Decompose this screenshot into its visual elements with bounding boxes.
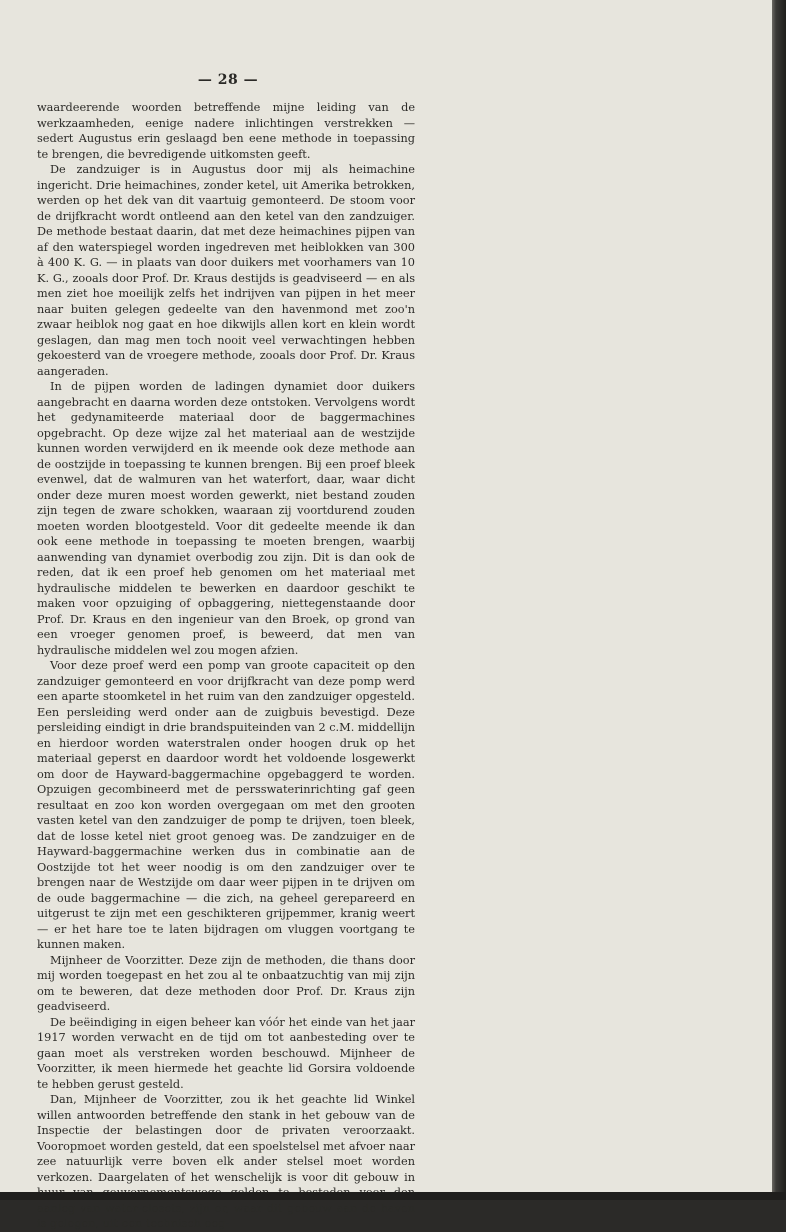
paragraph-7: Dan, Mijnheer de Voorzitter, zou ik het geachte lid Winkel willen antwoorden betreffende den stank in het gebouw van de Inspectie der belastingen door de privaten veroorzaakt. Vooropmoet worden gesteld, dat een spoelstelsel met afvoer naar zee natuurlijk verre boven elk ander stelsel moet worden verkozen. Daargelaten of het wenschelijk is voor dit gebouw in aanleg van water-closets, zijn er, waar dit gebouw aan de haven is gelegen, uit een technisch oog- [37, 1093, 415, 1230]
paragraph-5: Mijnheer de Voorzitter. Deze zijn de methoden, die thans door mij worden toegepast en het zou al te onbaatzuchtig van mij zijn om te beweren, dat deze methoden door Prof. Dr. Kraus zijn geadviseerd. [37, 953, 415, 1013]
body-text [37, 100, 415, 1232]
paragraph-4: Voor deze proef werd een pomp van groote capaciteit op den zandzuiger gemonteerd en voor drijfkracht van deze pomp werd een aparte stoomketel in het ruim van den zandzuiger opgesteld. Een persleiding werd onder aan de zuigbuis bevestigd. Deze persleiding eindigt in drie brandspuiteinden van 2 c.M. middellijn en hierdoor worden waterstralen onder hoogen druk op het materiaal geperst en daardoor wordt het voldoende losgewerkt om door de Hayward-baggermachine opgebaggerd te worden. Opzuigen gecombineerd met de persswaterinrichting gaf geen resultaat en zoo kon worden overgegaan om met den grooten vasten ketel van den zandzuiger de pomp te drijven, toen bleek, dat de losse ketel niet groot genoeg was. De zandzuiger en de Hayward-baggermachine werken dus in combinatie aan de Oostzijde tot het weer noodig is om den zandzuiger over te brengen naar de Westzijde om daar weer pijpen in te drijven om de oude baggermachine — die zich, na geheel gerepareerd en uitgerust te zijn met een geschikteren grijpemmer, kranig weert — er het hare toe te laten bijdragen om vluggen voortgang te kunnen maken. [37, 659, 415, 951]
paragraph-1: waardeerende woorden betreffende mijne leiding van de werkzaamheden, eenige nadere inlichtingen verstrekken — sedert Augustus erin geslaagd ben eene methode in toepassing te brengen, die bevredigende uitkomsten geeft. [37, 101, 415, 161]
paragraph-3: In de pijpen worden de ladingen dynamiet door duikers aangebracht en daarna worden deze ontstoken. Vervolgens wordt het gedynamiteerde materiaal door de baggermachines opgebracht. Op deze wijze zal het materiaal aan de westzijde kunnen worden verwijderd en ik meende ook deze methode aan de oostzijde in toepassing te kunnen brengen. Bij een proef bleek evenwel, dat de walmuren van het waterfort, daar, waar dicht onder deze muren moest worden gewerkt, niet bestand zouden zijn tegen de zware schokken, waaraan zij voortdurend zouden moeten worden blootgesteld. Voor dit gedeelte meende ik dan ook eene methode in toepassing te moeten brengen, waarbij aanwending van dynamiet overbodig zou zijn. Dit is dan ook de reden, dat ik een proef heb genomen om het materiaal met hydraulische middelen te bewerken en daardoor geschikt te maken voor opzuiging of opbaggering, niettegenstaande door Prof. Dr. Kraus en den ingenieur van den Broek, op grond van een vroeger genomen proef, is beweerd, dat men van hydraulische middelen wel zou mogen afzien. [37, 380, 415, 657]
paragraph-6: De beëindiging in eigen beheer kan vóór het einde van het jaar 1917 worden verwacht en de tijd om tot aanbesteding over te gaan moet als verstreken worden beschouwd. Mijnheer de Voorzitter, ik meen hiermede het geachte lid Gorsira voldoende te hebben gerust gesteld. [37, 1015, 415, 1091]
paragraph-2: De zandzuiger is in Augustus door mij als heimachine ingericht. Drie heimachines, zonder ketel, uit Amerika betrokken, werden op het dek van dit vaartuig gemonteerd. De stoom voor de drijfkracht wordt ontleend aan den ketel van den zandzuiger. De methode bestaat daarin, dat met deze heimachines pijpen van af den waterspiegel worden ingedreven met heiblokken van 300 à 400 K. G. — in plaats van door duikers met voorhamers van 10 K. G., zooals door Prof. Dr. Kraus destijds is geadviseerd — en als men ziet hoe moeilijk zelfs het indrijven van pijpen in het meer naar buiten gelegen gedeelte van den havenmond met zoo'n zwaar heiblok nog gaat en hoe dikwijls allen kort en klein wordt geslagen, dan mag men toch nooit veel verwachtingen hebben gekoesterd van de vroegere methode, zooals door Prof. Dr. Kraus aangeraden. [37, 163, 415, 378]
page-number: — 28 — [197, 72, 259, 88]
page-binding-edge [772, 0, 786, 1200]
page-bottom-edge [0, 1192, 786, 1200]
